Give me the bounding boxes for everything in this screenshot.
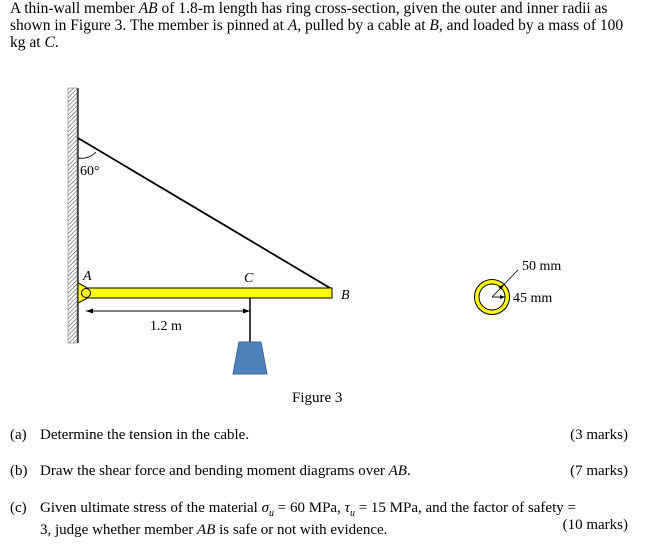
mass-block <box>233 342 267 374</box>
inner-radius-label: 45 mm <box>513 291 553 306</box>
outer-radius-leader <box>504 270 518 285</box>
cable <box>78 138 330 288</box>
intro-text-5: . <box>54 34 59 51</box>
question-b-text <box>40 463 628 480</box>
question-c-tag: (c) <box>10 500 27 516</box>
intro-point-b: B <box>429 17 439 34</box>
question-c-sigma-sub: u <box>269 508 275 519</box>
question-c-marks: (10 marks) <box>562 517 628 533</box>
question-a-marks: (3 marks) <box>570 427 628 443</box>
question-c-eq1: = 60 MPa, <box>274 500 345 516</box>
beam-ab <box>86 288 332 298</box>
label-a: A <box>83 269 92 284</box>
intro-text-1: A thin-wall member <box>10 0 139 17</box>
intro-member-ab: AB <box>138 0 158 17</box>
question-c-tau: τ <box>344 500 350 516</box>
question-b-member-ab: AB <box>388 463 407 479</box>
question-b-marks: (7 marks) <box>570 463 628 479</box>
angle-label: 60° <box>80 164 100 179</box>
question-c <box>10 500 628 539</box>
label-b: B <box>341 288 350 303</box>
intro-point-a: A <box>287 17 298 34</box>
pin-a <box>82 289 91 298</box>
question-b-text-post: . <box>406 463 411 479</box>
intro-text-2: of 1.8-m length has ring cross-section, given the outer and inner radii as shown in Figure 3. The member is pinned at <box>10 0 608 34</box>
intro-point-c: C <box>44 34 55 51</box>
label-c: C <box>244 271 254 286</box>
question-a <box>10 427 628 444</box>
intro-text-3: , pulled by a cable at <box>297 17 430 34</box>
dimension-arrow-left <box>86 309 93 314</box>
question-c-text <box>40 500 628 539</box>
question-b-tag: (b) <box>10 463 28 479</box>
question-c-text-1: Given ultimate stress of the material <box>40 500 262 516</box>
question-c-text-2-post: is safe or not with evidence. <box>215 522 388 538</box>
intro-text-4: , and loaded by a mass of 100 kg at <box>10 17 624 51</box>
outer-radius-label: 50 mm <box>522 259 562 274</box>
figure-caption: Figure 3 <box>292 390 343 406</box>
wall-hatching <box>68 88 77 343</box>
question-c-eq2: = 15 MPa, and the factor of safety = <box>354 500 576 516</box>
question-a-tag: (a) <box>10 427 27 443</box>
question-b-text-pre: Draw the shear force and bending moment diagrams over <box>40 463 389 479</box>
question-c-member-ab: AB <box>197 522 216 538</box>
question-a-text: Determine the tension in the cable. <box>40 427 250 443</box>
question-c-text-2-pre: 3, judge whether member <box>40 522 198 538</box>
dimension-arrow-right <box>243 309 250 314</box>
dimension-label: 1.2 m <box>150 319 182 334</box>
angle-arc <box>78 152 96 158</box>
question-b <box>10 463 628 480</box>
question-c-tau-sub: u <box>349 508 355 519</box>
question-c-sigma: σ <box>261 500 270 516</box>
